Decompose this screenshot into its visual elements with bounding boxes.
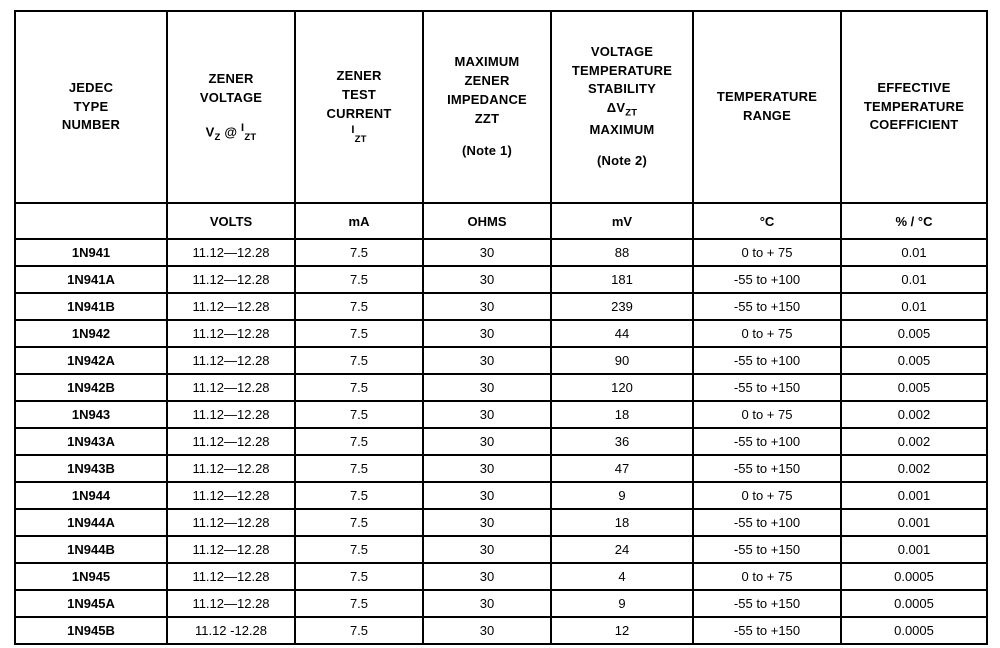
cell-impedance: 30 — [423, 347, 551, 374]
table-row — [15, 266, 987, 293]
header-effective-temperature-coefficient — [841, 11, 987, 203]
symbol-sub-zt: ZT — [354, 134, 367, 146]
header-row-units — [15, 203, 987, 239]
cell-zener-voltage: 11.12 -12.28 — [167, 617, 295, 644]
cell-zener-voltage: 11.12—12.28 — [167, 374, 295, 401]
header-spacer — [168, 108, 294, 121]
cell-temp-range: -55 to +150 — [693, 536, 841, 563]
header-maximum-zener-impedance — [423, 11, 551, 203]
cell-impedance: 30 — [423, 455, 551, 482]
cell-temp-range: -55 to +100 — [693, 347, 841, 374]
header-line: CURRENT — [326, 105, 392, 121]
unit-temperature-range: °C — [693, 203, 841, 239]
cell-temp-coefficient: 0.0005 — [841, 563, 987, 590]
cell-temp-range: 0 to + 75 — [693, 563, 841, 590]
cell-temp-coefficient: 0.002 — [841, 455, 987, 482]
cell-zener-voltage: 11.12—12.28 — [167, 266, 295, 293]
unit-zener-voltage: VOLTS — [167, 203, 295, 239]
cell-test-current: 7.5 — [295, 320, 423, 347]
header-line: TEST — [341, 86, 377, 102]
cell-zener-voltage: 11.12—12.28 — [167, 482, 295, 509]
cell-test-current: 7.5 — [295, 347, 423, 374]
symbol-i: I — [351, 124, 355, 137]
cell-temp-coefficient: 0.001 — [841, 482, 987, 509]
cell-type-number: 1N943B — [15, 455, 167, 482]
unit-jedec-type-number — [15, 203, 167, 239]
table-body — [15, 239, 987, 644]
cell-temp-range: -55 to +150 — [693, 590, 841, 617]
symbol-sub-zt: ZT — [244, 131, 257, 143]
cell-temp-coefficient: 0.01 — [841, 239, 987, 266]
header-line: TEMPERATURE — [863, 98, 965, 114]
cell-zener-voltage: 11.12—12.28 — [167, 509, 295, 536]
unit-zener-test-current: mA — [295, 203, 423, 239]
cell-stability: 44 — [551, 320, 693, 347]
header-line: EFFECTIVE — [877, 79, 951, 95]
cell-zener-voltage: 11.12—12.28 — [167, 239, 295, 266]
table-row — [15, 509, 987, 536]
cell-impedance: 30 — [423, 428, 551, 455]
cell-type-number: 1N944B — [15, 536, 167, 563]
symbol-i: I — [241, 121, 245, 134]
table-row — [15, 347, 987, 374]
cell-test-current: 7.5 — [295, 482, 423, 509]
header-line: ZENER — [208, 70, 254, 86]
table-row — [15, 455, 987, 482]
cell-test-current: 7.5 — [295, 401, 423, 428]
header-jedec-type-number — [15, 11, 167, 203]
cell-zener-voltage: 11.12—12.28 — [167, 401, 295, 428]
cell-type-number: 1N942B — [15, 374, 167, 401]
header-line: ZENER — [464, 73, 510, 89]
cell-type-number: 1N945B — [15, 617, 167, 644]
cell-temp-coefficient: 0.01 — [841, 266, 987, 293]
cell-temp-coefficient: 0.005 — [841, 320, 987, 347]
cell-temp-coefficient: 0.002 — [841, 401, 987, 428]
table-row — [15, 293, 987, 320]
symbol-at: @ — [220, 123, 242, 139]
cell-impedance: 30 — [423, 401, 551, 428]
cell-temp-range: -55 to +150 — [693, 293, 841, 320]
header-line: VOLTAGE — [590, 43, 654, 59]
cell-temp-range: -55 to +100 — [693, 509, 841, 536]
cell-stability: 239 — [551, 293, 693, 320]
cell-temp-range: -55 to +150 — [693, 374, 841, 401]
cell-test-current: 7.5 — [295, 266, 423, 293]
cell-impedance: 30 — [423, 239, 551, 266]
header-row-titles — [15, 11, 987, 203]
cell-stability: 18 — [551, 509, 693, 536]
header-symbol-vz-at-izt — [168, 121, 294, 145]
header-line: TEMPERATURE — [716, 89, 818, 105]
cell-zener-voltage: 11.12—12.28 — [167, 455, 295, 482]
cell-type-number: 1N945 — [15, 563, 167, 590]
table-row — [15, 482, 987, 509]
cell-zener-voltage: 11.12—12.28 — [167, 293, 295, 320]
cell-test-current: 7.5 — [295, 374, 423, 401]
cell-type-number: 1N943 — [15, 401, 167, 428]
cell-impedance: 30 — [423, 617, 551, 644]
cell-impedance: 30 — [423, 320, 551, 347]
header-zener-voltage — [167, 11, 295, 203]
cell-test-current: 7.5 — [295, 536, 423, 563]
header-symbol-izt — [296, 123, 422, 147]
cell-temp-coefficient: 0.001 — [841, 536, 987, 563]
cell-test-current: 7.5 — [295, 239, 423, 266]
cell-stability: 18 — [551, 401, 693, 428]
table-row — [15, 563, 987, 590]
zener-specification-table — [14, 10, 988, 645]
table-row — [15, 590, 987, 617]
cell-stability: 36 — [551, 428, 693, 455]
cell-temp-coefficient: 0.0005 — [841, 617, 987, 644]
cell-temp-coefficient: 0.01 — [841, 293, 987, 320]
cell-stability: 120 — [551, 374, 693, 401]
cell-type-number: 1N944 — [15, 482, 167, 509]
unit-voltage-temperature-stability: mV — [551, 203, 693, 239]
header-line: MAXIMUM — [454, 54, 520, 70]
symbol-delta-v: ΔV — [606, 100, 626, 116]
header-line: VOLTAGE — [199, 89, 263, 105]
header-line: COEFFICIENT — [869, 117, 959, 133]
symbol-sub-z: Z — [214, 131, 221, 143]
header-spacer — [552, 139, 692, 152]
cell-impedance: 30 — [423, 563, 551, 590]
header-symbol-delta-vzt — [552, 99, 692, 120]
cell-stability: 9 — [551, 482, 693, 509]
cell-test-current: 7.5 — [295, 428, 423, 455]
header-note-2: (Note 2) — [597, 153, 647, 169]
cell-stability: 181 — [551, 266, 693, 293]
cell-temp-coefficient: 0.002 — [841, 428, 987, 455]
unit-maximum-zener-impedance: OHMS — [423, 203, 551, 239]
table-row — [15, 617, 987, 644]
cell-temp-range: -55 to +100 — [693, 428, 841, 455]
cell-temp-range: 0 to + 75 — [693, 401, 841, 428]
cell-type-number: 1N941B — [15, 293, 167, 320]
cell-temp-range: 0 to + 75 — [693, 239, 841, 266]
cell-type-number: 1N943A — [15, 428, 167, 455]
cell-impedance: 30 — [423, 590, 551, 617]
cell-stability: 4 — [551, 563, 693, 590]
table-row — [15, 320, 987, 347]
header-line: ZZT — [474, 110, 500, 126]
header-voltage-temperature-stability — [551, 11, 693, 203]
cell-impedance: 30 — [423, 374, 551, 401]
cell-type-number: 1N945A — [15, 590, 167, 617]
header-line: NUMBER — [61, 117, 121, 133]
unit-effective-temperature-coefficient: % / °C — [841, 203, 987, 239]
cell-temp-range: -55 to +150 — [693, 617, 841, 644]
cell-temp-coefficient: 0.001 — [841, 509, 987, 536]
cell-zener-voltage: 11.12—12.28 — [167, 428, 295, 455]
cell-test-current: 7.5 — [295, 509, 423, 536]
table-row — [15, 374, 987, 401]
cell-temp-coefficient: 0.005 — [841, 374, 987, 401]
header-line: RANGE — [743, 108, 791, 123]
symbol-sub-zt: ZT — [625, 107, 638, 119]
symbol-v: V — [205, 123, 215, 139]
cell-temp-range: -55 to +100 — [693, 266, 841, 293]
cell-test-current: 7.5 — [295, 293, 423, 320]
cell-type-number: 1N941A — [15, 266, 167, 293]
table-row — [15, 401, 987, 428]
cell-impedance: 30 — [423, 266, 551, 293]
cell-type-number: 1N944A — [15, 509, 167, 536]
cell-type-number: 1N942A — [15, 347, 167, 374]
cell-zener-voltage: 11.12—12.28 — [167, 536, 295, 563]
cell-temp-coefficient: 0.005 — [841, 347, 987, 374]
cell-stability: 24 — [551, 536, 693, 563]
cell-temp-range: -55 to +150 — [693, 455, 841, 482]
cell-zener-voltage: 11.12—12.28 — [167, 590, 295, 617]
cell-impedance: 30 — [423, 293, 551, 320]
cell-stability: 12 — [551, 617, 693, 644]
cell-temp-coefficient: 0.0005 — [841, 590, 987, 617]
cell-impedance: 30 — [423, 482, 551, 509]
header-line: TEMPERATURE — [571, 62, 673, 78]
table-header — [15, 11, 987, 239]
cell-type-number: 1N941 — [15, 239, 167, 266]
header-line: TYPE — [73, 98, 109, 114]
table-row — [15, 239, 987, 266]
cell-temp-range: 0 to + 75 — [693, 320, 841, 347]
cell-zener-voltage: 11.12—12.28 — [167, 347, 295, 374]
header-line: STABILITY — [588, 81, 656, 97]
cell-stability: 90 — [551, 347, 693, 374]
cell-impedance: 30 — [423, 509, 551, 536]
cell-stability: 9 — [551, 590, 693, 617]
cell-stability: 47 — [551, 455, 693, 482]
cell-stability: 88 — [551, 239, 693, 266]
table-row — [15, 536, 987, 563]
header-line: MAXIMUM — [589, 121, 655, 137]
cell-type-number: 1N942 — [15, 320, 167, 347]
header-spacer — [424, 129, 550, 142]
table-row — [15, 428, 987, 455]
header-note-1: (Note 1) — [462, 142, 512, 158]
cell-test-current: 7.5 — [295, 563, 423, 590]
cell-test-current: 7.5 — [295, 590, 423, 617]
header-line: IMPEDANCE — [447, 92, 527, 108]
cell-zener-voltage: 11.12—12.28 — [167, 563, 295, 590]
cell-impedance: 30 — [423, 536, 551, 563]
cell-test-current: 7.5 — [295, 455, 423, 482]
cell-test-current: 7.5 — [295, 617, 423, 644]
header-temperature-range — [693, 11, 841, 203]
header-zener-test-current — [295, 11, 423, 203]
header-line: JEDEC — [68, 79, 114, 95]
cell-temp-range: 0 to + 75 — [693, 482, 841, 509]
cell-zener-voltage: 11.12—12.28 — [167, 320, 295, 347]
header-line: ZENER — [336, 67, 382, 83]
